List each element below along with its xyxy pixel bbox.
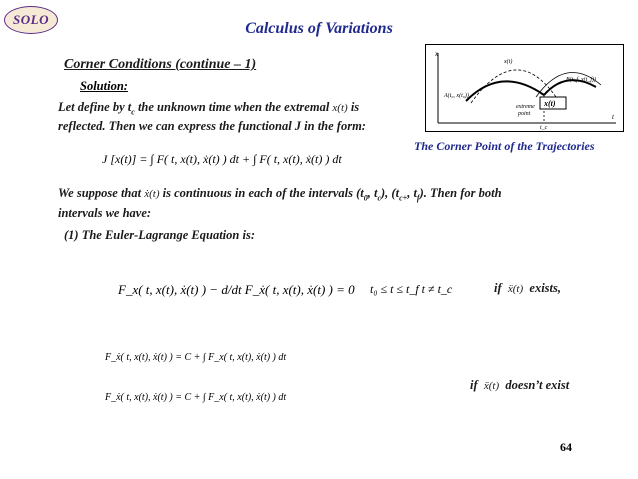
text-line-3: We suppose that ẋ(t) is continuous in each of the intervals ($t_0$, $t_c$), ($t_{c+}$, $t_f$). Then for both (58, 186, 502, 203)
trajectory-arc-1 (466, 81, 544, 101)
condition-exists: if ẍ(t) exists, (494, 281, 562, 295)
figure-label-b: B(t_f, x(t_f)) (566, 77, 596, 83)
page-title: Calculus of Variations (245, 20, 393, 37)
integral-equation-2: F_ẋ( t, x(t), ẋ(t) ) = C + ∫ F_x( t, x(t), ẋ(t) ) dt (105, 392, 287, 403)
condition-range: t₀ ≤ t ≤ t_f t ≠ t_c (370, 282, 453, 296)
text-line-4: intervals we have: (58, 206, 152, 220)
figure-caption: The Corner Point of the Trajectories (414, 139, 595, 153)
corner-point-figure (425, 44, 624, 132)
euler-lagrange-equation: F_x( t, x(t), ẋ(t) ) − d/dt F_ẋ( t, x(t), ẋ(t) ) = 0 (118, 282, 355, 297)
text-line-1: Let define by $t_c$ the unknown time when the extremal x(t) is (58, 100, 360, 117)
trajectory-diagram (426, 45, 623, 131)
page-number: 64 (560, 440, 572, 454)
section-heading: Corner Conditions (continue – 1) (64, 57, 257, 72)
figure-label-a: A(t₀, x(t₀)) (444, 93, 469, 99)
figure-label-t: t (612, 113, 614, 121)
figure-label-extreme: extreme (516, 104, 535, 110)
figure-label-x: x (435, 50, 439, 58)
figure-label-tc: t_c (540, 125, 548, 131)
figure-label-xt-box: x(t) (544, 99, 556, 108)
integral-equation-1: F_ẋ( t, x(t), ẋ(t) ) = C + ∫ F_x( t, x(t), ẋ(t) ) dt (105, 352, 287, 363)
solution-label: Solution: (80, 79, 128, 93)
figure-label-point: point (518, 111, 531, 117)
condition-not-exists: if ẍ(t) doesn’t exist (470, 378, 570, 392)
functional-equation: J [x(t)] = ∫ F( t, x(t), ẋ(t) ) dt + ∫ F( t, x(t), ẋ(t) ) dt (102, 152, 342, 166)
text-line-2: reflected. Then we can express the functional J in the form: (58, 119, 366, 133)
figure-label-xt-top: x(t) (504, 59, 513, 65)
solo-badge: SOLO (4, 6, 58, 34)
item-euler-lagrange: (1) The Euler-Lagrange Equation is: (64, 228, 255, 242)
